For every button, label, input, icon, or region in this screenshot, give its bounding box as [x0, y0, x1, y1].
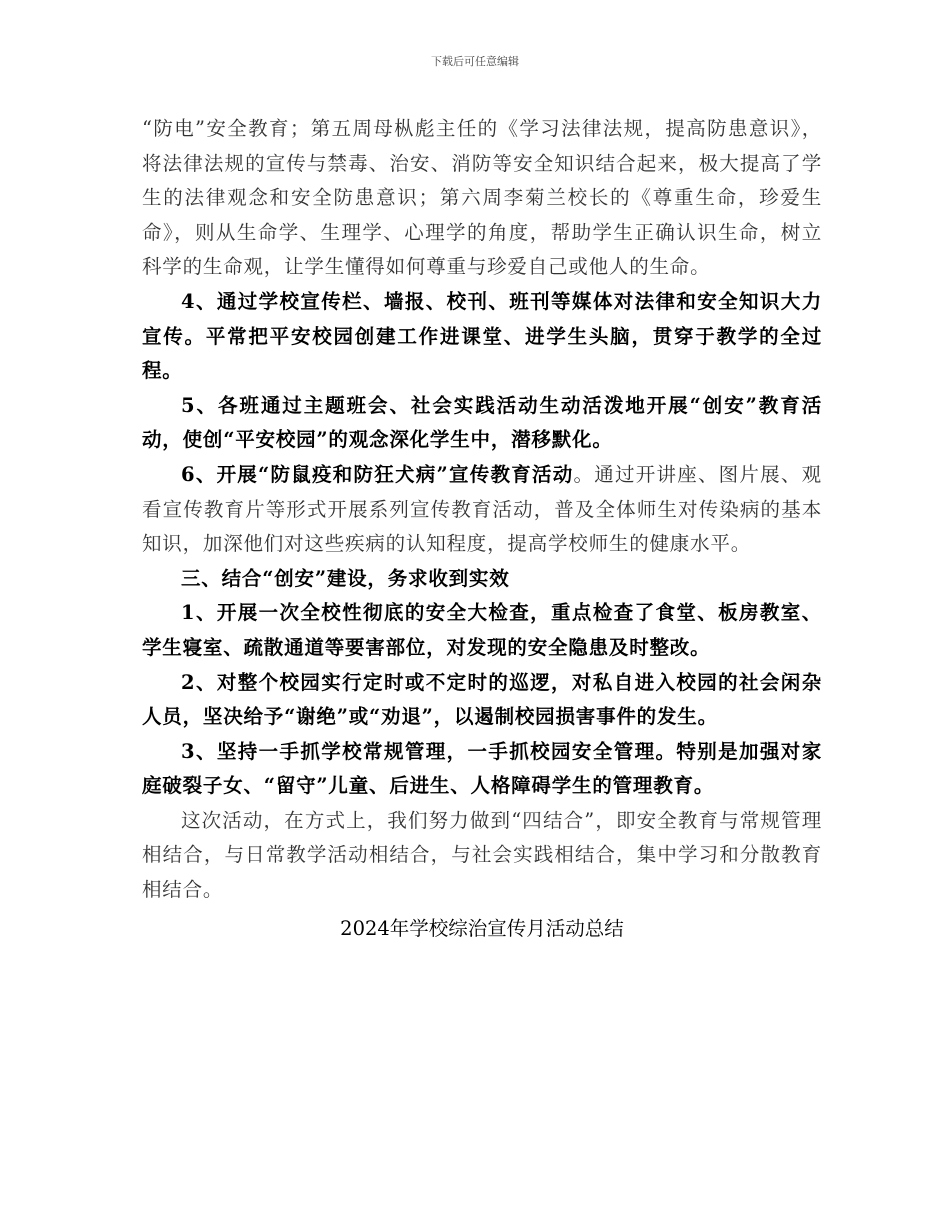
- paragraph-four-combinations: 这次活动，在方式上，我们努力做到“四结合”，即安全教育与常规管理相结合，与日常教学活动相结合，与社会实践相结合，集中学习和分散教育相结合。: [142, 808, 822, 902]
- paragraph-item-6-disease-prevention: [142, 458, 822, 562]
- paragraph-item-2-patrol: 2、对整个校园实行定时或不定时的巡逻，对私自进入校园的社会闲杂人员，坚决给予“谢绝”或“劝退”，以遏制校园损害事件的发生。: [142, 670, 822, 729]
- next-document-title: 2024年学校综治宣传月活动总结: [340, 916, 624, 940]
- document-body: [142, 112, 822, 946]
- paragraph-safety-lectures: “防电”安全教育；第五周母枞彪主任的《学习法律法规，提高防患意识》，将法律法规的宣传与禁毒、治安、消防等安全知识结合起来，极大提高了学生的法律观念和安全防患意识；第六周李菊兰校长的《尊重生命，珍爱生命》，则从生命学、生理学、心理学的角度，帮助学生正确认识生命，树立科学的生命观，让学生懂得如何尊重与珍爱自己或他人的生命。: [142, 117, 822, 279]
- paragraph-item-3-management: 3、坚持一手抓学校常规管理，一手抓校园安全管理。特别是加强对家庭破裂子女、“留守”儿童、后进生、人格障碍学生的管理教育。: [142, 739, 822, 798]
- paragraph-item-5-class-meetings: 5、各班通过主题班会、社会实践活动生动活泼地开展“创安”教育活动，使创“平安校园”的观念深化学生中，潜移默化。: [142, 393, 822, 452]
- paragraph-item-1-inspection: 1、开展一次全校性彻底的安全大检查，重点检查了食堂、板房教室、学生寝室、疏散通道等要害部位，对发现的安全隐患及时整改。: [142, 601, 822, 659]
- paragraph-item-6-body: 。通过开讲座、图片展、观看宣传教育片等形式开展系列宣传教育活动，普及全体师生对传染病的基本知识，加深他们对这些疾病的认知程度，提高学校师生的健康水平。: [142, 462, 822, 556]
- page-header-note: 下载后可任意编辑: [431, 55, 519, 68]
- section-heading-three: 三、结合“创安”建设，务求收到实效: [181, 566, 510, 590]
- paragraph-item-4-publicity: 4、通过学校宣传栏、墙报、校刊、班刊等媒体对法律和安全知识大力宣传。平常把平安校园创建工作进课堂、进学生头脑，贯穿于教学的全过程。: [142, 289, 822, 383]
- paragraph-item-6-heading: 6、开展“防鼠疫和防狂犬病”宣传教育活动: [181, 462, 574, 486]
